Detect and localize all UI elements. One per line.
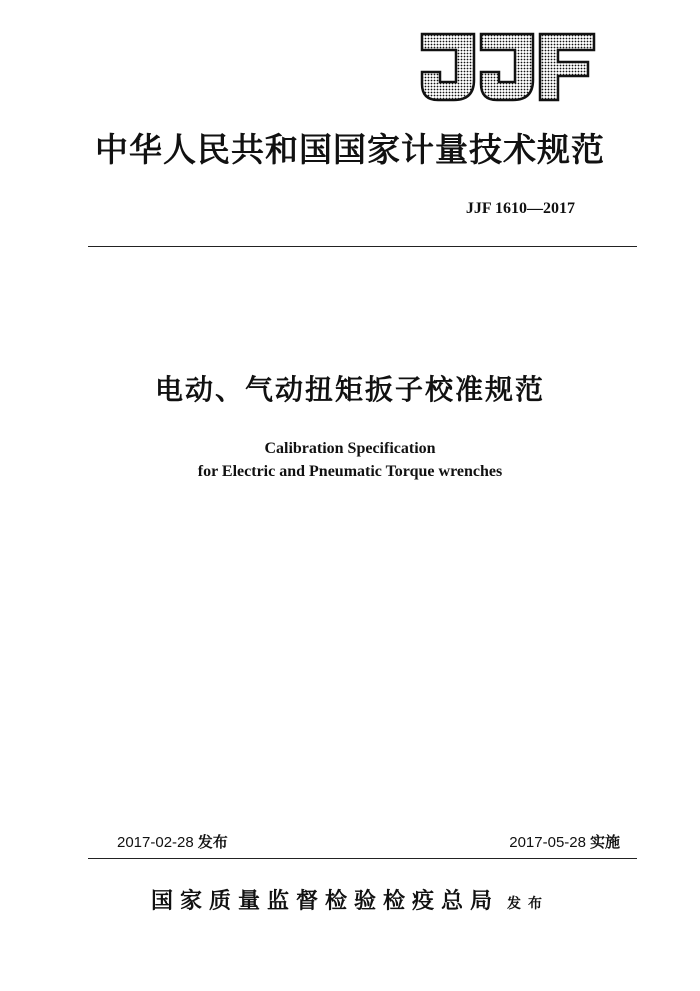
issue-date-value: 2017-02-28 <box>117 834 194 851</box>
document-title-en-line1: Calibration Specification <box>264 440 436 457</box>
header-title: 中华人民共和国国家计量技术规范 <box>95 130 605 169</box>
standard-number: JJF 1610—2017 <box>465 200 575 217</box>
issuing-authority <box>0 884 700 915</box>
bottom-divider <box>88 858 637 859</box>
document-title-en-line2: for Electric and Pneumatic Torque wrenches <box>197 463 503 480</box>
document-title-cn: 电动、气动扭矩扳子校准规范 <box>154 373 545 406</box>
implementation-date-label: 实施 <box>589 833 620 851</box>
issue-date-label: 发布 <box>197 833 228 851</box>
implementation-date-value: 2017-05-28 <box>509 834 586 851</box>
top-divider <box>88 246 637 247</box>
authority-publish-label: 发布 <box>507 896 549 912</box>
issue-date <box>117 831 228 852</box>
implementation-date <box>509 831 620 852</box>
authority-name: 国家质量监督检验检疫总局 <box>150 888 499 914</box>
jjf-logo-icon <box>418 28 598 104</box>
